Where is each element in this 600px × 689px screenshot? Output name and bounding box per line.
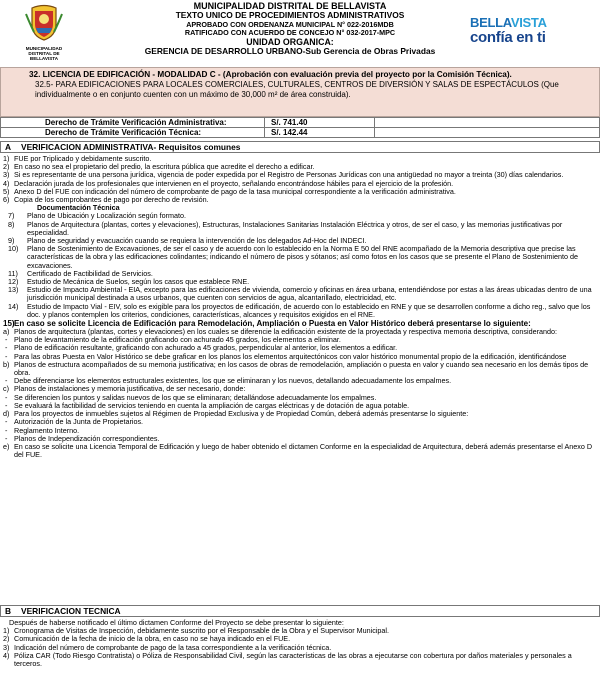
item-number: - xyxy=(5,335,8,345)
item-number: - xyxy=(5,392,8,402)
list-item xyxy=(3,221,595,237)
tech-verification-list xyxy=(3,627,595,668)
item-text: Si es representante de una persona jurídica, vigencia de poder expedida por el Registro de Personas Jurídicas con una antigüedad no mayor a treinta (30) días calendarios. xyxy=(14,170,564,180)
item-number: 4) xyxy=(3,650,10,660)
item-text: Comunicación de la fecha de inicio de la obra, en caso no se haya indicado en el FUE. xyxy=(14,634,291,644)
header-title-block xyxy=(90,1,490,57)
list-item xyxy=(3,286,595,302)
list-item xyxy=(3,443,595,459)
item-text: Certificado de Factibilidad de Servicios. xyxy=(27,268,153,278)
tech-doc-title: Documentación Técnica xyxy=(37,203,120,213)
item-text: Cronograma de Visitas de Inspección, debidamente suscrito por el Responsable de la Obra y el Supervisor Municipal. xyxy=(14,626,390,636)
item-number: - xyxy=(5,351,8,361)
item-number: e) xyxy=(3,441,10,451)
municipal-crest-icon xyxy=(24,2,64,42)
item-number: 1) xyxy=(3,626,10,636)
fee-empty xyxy=(375,118,600,128)
item-number: c) xyxy=(3,384,9,394)
item-number: 4) xyxy=(3,178,10,188)
header-unit-name: GERENCIA DE DESARROLLO URBANO-Sub Gerencia de Obras Privadas xyxy=(144,46,436,57)
procedure-block xyxy=(0,67,600,117)
tech-requirements-list xyxy=(3,212,595,319)
fee-label: Derecho de Trámite Verificación Técnica: xyxy=(1,128,265,138)
item-number: 5) xyxy=(3,186,10,196)
item-number: 3) xyxy=(3,642,10,652)
item-text: Declaración jurada de los profesionales que intervienen en el proyecto, señalando encontrándose hábiles para el ejercicio de la profesión. xyxy=(14,178,454,188)
item-text: En caso se solicite una Licencia Temporal de Edificación y luego de haber obtenido el dictamen Conforme en la especialidad de Arquitectura, deberá además presentarse el Anexo D del FUE. xyxy=(14,441,593,460)
list-item xyxy=(3,245,595,270)
fee-label: Derecho de Trámite Verificación Administrativa: xyxy=(1,118,265,128)
item-number: - xyxy=(5,425,8,435)
item-text: En caso no sea el propietario del predio, la escritura pública que acredite el derecho a edificar. xyxy=(14,162,315,172)
brand-logo xyxy=(470,16,598,46)
item-number: - xyxy=(5,417,8,427)
section-b-header xyxy=(0,605,600,617)
item-text: Debe diferenciarse los elementos estructurales existentes, los que se eliminaran y los nuevos, detallando adecuadamente los empalmes. xyxy=(14,376,452,386)
list-item xyxy=(3,652,595,668)
fee-row xyxy=(1,118,600,128)
municipal-logo xyxy=(18,2,70,64)
item-text: Estudio de Mecánica de Suelos, según los casos que establece RNE. xyxy=(27,277,250,287)
logo-caption: MUNICIPALIDAD DISTRITAL DE BELLAVISTA xyxy=(25,46,63,62)
fee-empty xyxy=(375,128,600,138)
procedure-title: 32. LICENCIA DE EDIFICACIÓN - MODALIDAD C - (Aprobación con evaluación previa del proyecto por la Comisión Técnica). xyxy=(29,70,512,79)
item-text: Plano de Ubicación y Localización según formato. xyxy=(27,211,187,221)
fee-row xyxy=(1,128,600,138)
section-a-letter: A xyxy=(5,142,12,152)
fee-value: S/. 142.44 xyxy=(265,128,375,138)
header-ordinance: APROBADO CON ORDENANZA MUNICIPAL N° 022-2016MDB xyxy=(186,19,394,29)
item-number: 7) xyxy=(8,211,15,221)
item-text: Se evaluará la factibilidad de servicios teniendo en cuenta la ampliación de cargas eléctricas y de dotación de agua potable. xyxy=(14,400,410,410)
header-unit-label: UNIDAD ORGANICA: xyxy=(246,37,334,48)
section-b-intro: Después de haberse notificado el último dictamen Conforme del Proyecto se debe presentar lo siguiente: xyxy=(9,618,344,627)
remodel-requirements-list xyxy=(3,328,595,459)
admin-requirements-list xyxy=(3,155,595,204)
brand-name xyxy=(470,16,598,30)
item-number: 1) xyxy=(3,154,10,163)
dash-item xyxy=(3,418,595,426)
section-b-title: VERIFICACION TECNICA xyxy=(21,606,121,616)
brand-name-b: VISTA xyxy=(510,15,547,30)
item-text: Planos de Arquitectura (plantas, cortes y elevaciones), Estructuras, Instalaciones Sanitarias Instalación Eléctrica y otros, de ser el caso, y las memorias justificativas por especialidad. xyxy=(27,219,563,237)
item-text: FUE por Triplicado y debidamente suscrito. xyxy=(14,154,152,163)
item-text: Para las obras Puesta en Valor Histórico se debe graficar en los planos los elementos arquitectónicos con valor histórico monumental propio de la edificación, identificándose xyxy=(14,351,567,361)
item-number: 12) xyxy=(8,277,19,287)
item-text: Estudio de Impacto Vial - EIV, solo es exigible para los proyectos de edificación, de acuerdo con lo establecido en RNE y que se desarrollen conforme a dicho reg., salvo que los doc. y planos contemplen los criterios, condiciones, características, alcances y requisitos exigidos en el RNE. xyxy=(27,301,591,319)
section-a-title: VERIFICACION ADMINISTRATIVA- Requisitos comunes xyxy=(21,142,241,152)
fee-value: S/. 741.40 xyxy=(265,118,375,128)
item-number: 8) xyxy=(8,219,15,229)
item-text: Plano de edificación resultante, graficando con achurado a 45 grados, perpendicular al anterior, los elementos a edificar. xyxy=(14,343,398,353)
item-text: Anexo D del FUE con indicación del número de comprobante de pago de la tasa municipal correspondiente a la verificación administrativa. xyxy=(14,186,456,196)
item-text: Plano de seguridad y evacuación cuando se requiera la intervención de los delegados Ad-Hoc del INDECI. xyxy=(27,236,367,246)
item-text: Póliza CAR (Todo Riesgo Contratista) o Póliza de Responsabilidad Civil, según las características de las obras a ejecutarse con cobertura por daños materiales y personales a terceros. xyxy=(14,650,572,669)
item-number: 6) xyxy=(3,195,10,205)
list-item xyxy=(3,303,595,319)
item-number: 11) xyxy=(8,268,18,278)
item-text: Plano de levantamiento de la edificación graficando con achurado 45 grados, los elementos a eliminar. xyxy=(14,335,341,345)
item-number: - xyxy=(5,343,8,353)
item-number: - xyxy=(5,433,8,443)
item-number: 10) xyxy=(8,244,19,254)
item-number: d) xyxy=(3,409,10,419)
item-text: Plano de Sostenimiento de Excavaciones, de ser el caso y de acuerdo con lo establecido en la Norma E 50 del RNE acompañado de la Memoria descriptiva que precise las características de la obra y las edificaciones colindantes; indicando el número de pisos y sótanos; así como fotos en los casos que se presente el Plano de Sostenimiento de excavaciones. xyxy=(27,244,578,270)
item-number: 2) xyxy=(3,634,10,644)
procedure-subtitle: 32.5- PARA EDIFICACIONES PARA LOCALES COMERCIALES, CULTURALES, CENTROS DE DIVERSIÓN Y SALAS DE ESPECTÁCULOS (Que individualmente o en conjunto cuenten con un máximo de 30,000 m² de área construida). xyxy=(35,80,559,99)
brand-slogan: confía en ti xyxy=(470,29,546,46)
item-text: Indicación del número de comprobante de pago de la tasa correspondiente a la verificación técnica. xyxy=(14,642,332,652)
item-number: 2) xyxy=(3,162,10,172)
section-b-letter: B xyxy=(5,606,12,616)
item-text: Planos de instalaciones y memoria justificativa, de ser necesario, donde: xyxy=(14,384,246,394)
item-text: Planos de arquitectura (plantas, cortes y elevaciones) en los cuales se diferencie la edificación existente de la proyectada y respectiva memoria descriptiva, considerando: xyxy=(14,327,557,337)
item-number: 15) xyxy=(3,319,15,329)
item-text: Copia de los comprobantes de pago por derecho de revisión. xyxy=(14,195,209,205)
item-text: Planos de estructura acompañados de su memoria justificativa; en los casos de obras de remodelación, ampliación o puesta en valor y cuando sea necesario en los demás tipos de obra. xyxy=(14,359,589,378)
item-text: Estudio de Impacto Ambiental - EIA, excepto para las edificaciones de vivienda, comercio y oficinas en área urbana, entendiéndose por estas a las áreas ubicadas dentro de una jurisdicción municipal destinada a usos urbanos, que cuenten con servicios de agua, alcantarillado, electricidad, etc. xyxy=(27,285,592,303)
item-number: 14) xyxy=(8,301,19,311)
list-item xyxy=(3,361,595,377)
item-number: a) xyxy=(3,327,10,337)
fees-table xyxy=(0,117,600,138)
item-number: - xyxy=(5,400,8,410)
item-number: - xyxy=(5,376,8,386)
header-municipality: MUNICIPALIDAD DISTRITAL DE BELLAVISTA xyxy=(193,1,387,11)
item-text: En caso se solicite Licencia de Edificación para Remodelación, Ampliación o Puesta en Valor Histórico deberá presentarse lo siguiente: xyxy=(14,319,531,329)
section-a-body xyxy=(3,155,595,459)
list-item xyxy=(3,196,595,204)
item-text: Autorización de la Junta de Propietarios. xyxy=(14,417,144,427)
item-text: Planos de Independización correspondientes. xyxy=(14,433,160,443)
item-text: Se diferencien los puntos y salidas nuevos de los que se eliminaran; detallándose adecuadamente los empalmes. xyxy=(14,392,377,402)
header-ratification: RATIFICADO CON ACUERDO DE CONCEJO N° 032-2017-MPC xyxy=(184,28,396,37)
section-a-header xyxy=(0,141,600,153)
header-tupa: TEXTO UNICO DE PROCEDIMIENTOS ADMINISTRATIVOS xyxy=(175,10,405,20)
document-header xyxy=(0,0,600,66)
item-number: b) xyxy=(3,359,10,369)
item-text: Para los proyectos de inmuebles sujetos al Régimen de Propiedad Exclusiva y de Propiedad Común, deberá además presentarse lo siguiente: xyxy=(14,409,469,419)
item-number: 9) xyxy=(8,236,15,246)
item-number: 13) xyxy=(8,285,19,295)
item-text: Reglamento Interno. xyxy=(14,425,80,435)
item-number: 3) xyxy=(3,170,10,180)
brand-name-a: BELLA xyxy=(470,15,511,30)
section-b-body xyxy=(3,619,595,668)
